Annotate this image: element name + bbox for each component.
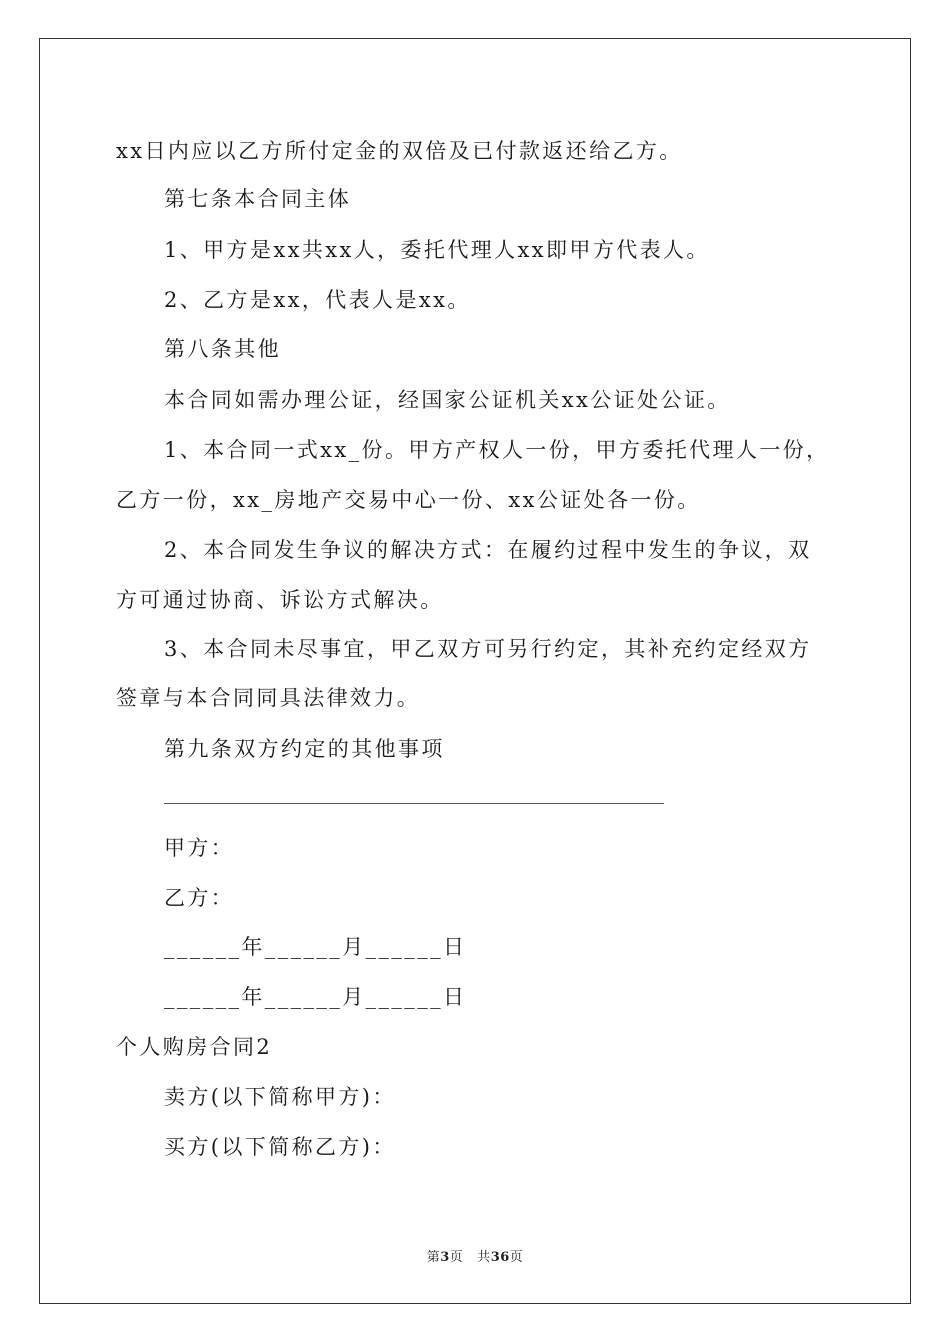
date-line: ______年______月______日 bbox=[164, 985, 467, 1009]
date-line: ______年______月______日 bbox=[164, 935, 467, 959]
page-number: 3 bbox=[440, 1250, 450, 1265]
text-line: xx日内应以乙方所付定金的双倍及已付款返还给乙方。 bbox=[116, 139, 683, 163]
signature-label-party-b: 乙方： bbox=[164, 886, 235, 910]
page-frame bbox=[39, 38, 911, 1304]
text-line: 方可通过协商、诉讼方式解决。 bbox=[116, 588, 444, 612]
text-line: 本合同如需办理公证，经国家公证机关xx公证处公证。 bbox=[164, 388, 731, 412]
text-line: 买方(以下简称乙方)： bbox=[164, 1135, 396, 1159]
page-label-prefix: 第 bbox=[426, 1250, 441, 1265]
signature-label-party-a: 甲方： bbox=[164, 836, 235, 860]
page-label-suffix: 页 bbox=[449, 1250, 464, 1265]
text-line: 卖方(以下简称甲方)： bbox=[164, 1085, 396, 1109]
text-line: 1、本合同一式xx_份。甲方产权人一份，甲方委托代理人一份， bbox=[164, 438, 830, 462]
article-heading: 第九条双方约定的其他事项 bbox=[164, 737, 445, 761]
total-label-prefix: 共 bbox=[477, 1250, 491, 1265]
text-line: 1、甲方是xx共xx人，委托代理人xx即甲方代表人。 bbox=[164, 238, 710, 262]
text-line: 2、本合同发生争议的解决方式：在履约过程中发生的争议，双 bbox=[164, 538, 812, 562]
section-title: 个人购房合同2 bbox=[116, 1035, 273, 1059]
text-line: 乙方一份，xx_房地产交易中心一份、xx公证处各一份。 bbox=[116, 488, 701, 512]
article-heading: 第七条本合同主体 bbox=[164, 187, 352, 211]
text-line: 3、本合同未尽事宜，甲乙双方可另行约定，其补充约定经双方 bbox=[164, 637, 812, 661]
article-heading: 第八条其他 bbox=[164, 337, 281, 361]
text-line: 签章与本合同同具法律效力。 bbox=[116, 686, 421, 710]
blank-fill-line bbox=[164, 803, 664, 804]
total-pages: 36 bbox=[490, 1250, 510, 1265]
text-line: 2、乙方是xx，代表人是xx。 bbox=[164, 288, 471, 312]
total-label-suffix: 页 bbox=[509, 1250, 524, 1265]
page-footer bbox=[0, 1246, 950, 1265]
